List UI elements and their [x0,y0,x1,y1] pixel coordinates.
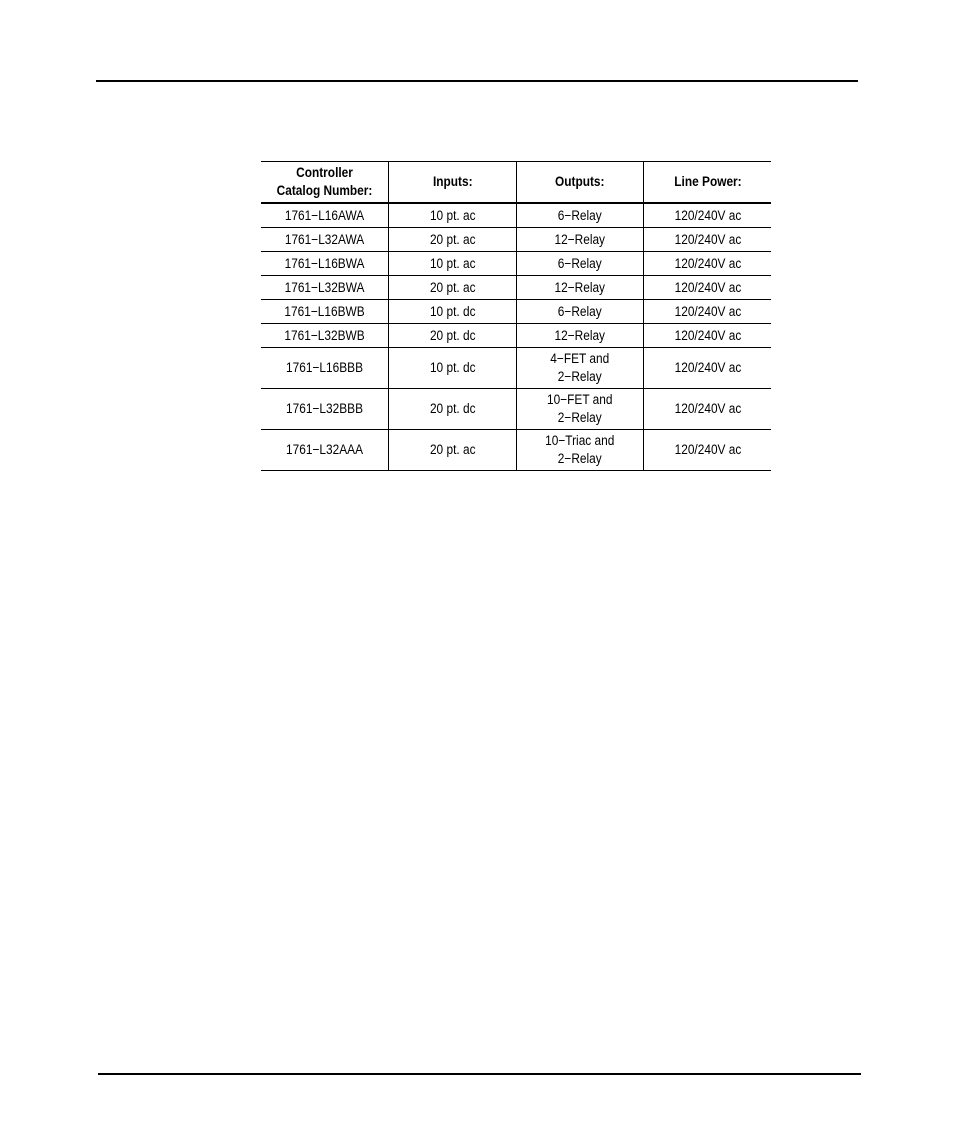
top-rule [96,80,858,82]
cell-inputs: 10 pt. ac [396,252,508,276]
table-row [261,389,771,430]
cell-catalog-number: 1761−L32BBB [269,389,381,430]
cell-catalog-number: 1761−L32BWA [269,276,381,300]
cell-outputs: 6−Relay [524,252,636,276]
cell-line-power: 120/240V ac [651,276,763,300]
cell-catalog-number: 1761−L32AAA [269,430,381,471]
header-catalog-number: Controller Catalog Number: [269,162,381,204]
cell-outputs: 6−Relay [524,203,636,228]
cell-catalog-number: 1761−L16BWA [269,252,381,276]
table-row [261,348,771,389]
cell-inputs: 10 pt. dc [396,348,508,389]
cell-inputs: 10 pt. ac [396,203,508,228]
cell-catalog-number: 1761−L16AWA [269,203,381,228]
cell-line-power: 120/240V ac [651,252,763,276]
cell-catalog-number: 1761−L32BWB [269,324,381,348]
cell-inputs: 20 pt. dc [396,324,508,348]
table-header-row [261,162,771,204]
controller-spec-table [261,161,771,471]
table-row [261,252,771,276]
table-body [261,203,771,471]
cell-line-power: 120/240V ac [651,300,763,324]
header-outputs: Outputs: [524,162,636,204]
bottom-rule [98,1073,861,1075]
cell-outputs: 12−Relay [524,228,636,252]
cell-line-power: 120/240V ac [651,348,763,389]
cell-catalog-number: 1761−L16BWB [269,300,381,324]
table-row [261,276,771,300]
cell-catalog-number: 1761−L32AWA [269,228,381,252]
cell-line-power: 120/240V ac [651,228,763,252]
cell-outputs: 4−FET and 2−Relay [524,348,636,389]
cell-line-power: 120/240V ac [651,389,763,430]
cell-inputs: 10 pt. dc [396,300,508,324]
header-line-power: Line Power: [651,162,763,204]
cell-outputs: 6−Relay [524,300,636,324]
cell-outputs: 10−FET and 2−Relay [524,389,636,430]
cell-inputs: 20 pt. dc [396,389,508,430]
table-row [261,324,771,348]
header-inputs: Inputs: [396,162,508,204]
cell-inputs: 20 pt. ac [396,228,508,252]
cell-line-power: 120/240V ac [651,324,763,348]
table-row [261,228,771,252]
table-row [261,430,771,471]
table-row [261,300,771,324]
cell-inputs: 20 pt. ac [396,276,508,300]
cell-inputs: 20 pt. ac [396,430,508,471]
table-row [261,203,771,228]
cell-line-power: 120/240V ac [651,203,763,228]
cell-line-power: 120/240V ac [651,430,763,471]
cell-catalog-number: 1761−L16BBB [269,348,381,389]
cell-outputs: 12−Relay [524,324,636,348]
cell-outputs: 10−Triac and 2−Relay [524,430,636,471]
cell-outputs: 12−Relay [524,276,636,300]
